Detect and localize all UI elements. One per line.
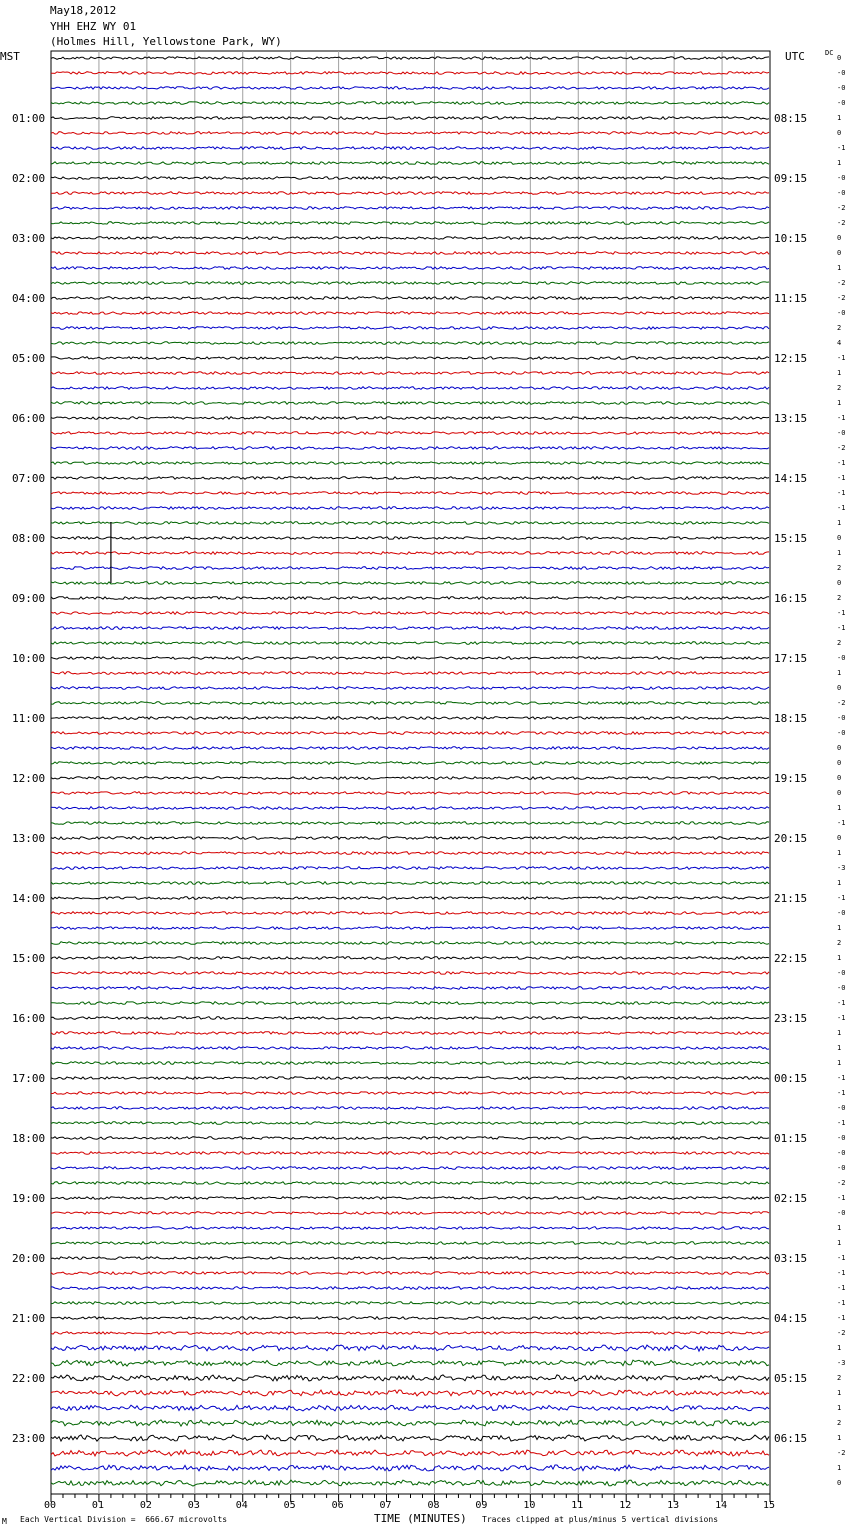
x-tick-label: 09 [475,1500,488,1511]
mst-hour-label: 14:00 [12,892,46,905]
utc-hour-label: 00:15 [774,1072,808,1085]
x-tick-label: 10 [523,1500,536,1511]
utc-hour-label: 09:15 [774,172,808,185]
x-axis-title: TIME (MINUTES) [374,1512,467,1525]
trace-line [51,1272,769,1275]
dc-offset-label: 0 [837,744,842,752]
dc-offset-label: 1 [837,879,842,887]
dc-offset-label: -0 [837,84,846,92]
dc-offset-label: 1 [837,1029,842,1037]
trace-line [51,537,769,540]
trace-line [51,1420,769,1426]
dc-offset-label: 1 [837,924,842,932]
dc-offset-label: -1 [837,144,846,152]
dc-offset-label: -1 [837,1089,846,1097]
trace-line [51,312,769,315]
trace-line [51,1390,769,1396]
dc-offset-label: 1 [837,264,842,272]
mst-hour-label: 11:00 [12,712,46,725]
trace-line [51,642,769,645]
trace-line [51,1242,769,1245]
mst-hour-label: 17:00 [12,1072,46,1085]
dc-offset-label: -1 [837,1314,846,1322]
dc-offset-label: -0 [837,189,846,197]
dc-offset-label: -1 [837,504,846,512]
trace-line [51,1302,769,1305]
dc-offset-label: 1 [837,1389,842,1397]
utc-hour-label: 10:15 [774,232,808,245]
trace-line [51,942,769,945]
station-location: (Holmes Hill, Yellowstone Park, WY) [50,35,282,48]
dc-offset-label: 1 [837,1464,842,1472]
trace-line [51,852,769,855]
dc-offset-label: -1 [837,354,846,362]
dc-offset-label: -0 [837,1209,846,1217]
dc-offset-label: -1 [837,414,846,422]
trace-line [51,132,769,135]
trace-line [51,1167,769,1170]
dc-offset-label: 1 [837,954,842,962]
trace-line [51,1062,769,1065]
trace-line [51,342,769,345]
trace-line [51,222,769,225]
x-tick-label: 15 [763,1500,776,1511]
utc-hour-label: 20:15 [774,832,808,845]
dc-offset-label: 1 [837,1344,842,1352]
dc-offset-label: -1 [837,999,846,1007]
dc-offset-label: 1 [837,1404,842,1412]
x-tick-label: 06 [331,1500,344,1511]
trace-line [51,1107,769,1110]
x-tick-label: 04 [235,1500,248,1511]
dc-offset-label: -1 [837,1299,846,1307]
trace-line [51,927,769,930]
trace-line [51,1197,769,1200]
dc-offset-label: -0 [837,984,846,992]
dc-offset-label: -0 [837,1149,846,1157]
mst-hour-label: 07:00 [12,472,46,485]
dc-offset-label: 0 [837,249,842,257]
trace-line [51,1077,769,1080]
trace-line [51,1450,769,1456]
dc-offset-label: -2 [837,1179,846,1187]
dc-offset-label: -0 [837,1164,846,1172]
dc-offset-label: 0 [837,684,842,692]
mst-hour-label: 10:00 [12,652,46,665]
x-tick-label: 12 [619,1500,632,1511]
dc-offset-label: 2 [837,639,842,647]
trace-line [51,1480,769,1486]
dc-offset-label: -0 [837,714,846,722]
dc-offset-label: -1 [837,609,846,617]
dc-offset-label: -0 [837,909,846,917]
trace-line [51,777,769,780]
dc-offset-label: -1 [837,1269,846,1277]
clip-note: Traces clipped at plus/minus 5 vertical divisions [482,1515,719,1524]
x-tick-label: 05 [283,1500,296,1511]
trace-line [51,702,769,705]
trace-line [51,72,769,75]
trace-line [51,1002,769,1005]
dc-offset-label: -1 [837,1284,846,1292]
trace-line [51,1287,769,1290]
trace-line [51,102,769,105]
trace-line [51,1257,769,1260]
dc-offset-label: -2 [837,699,846,707]
dc-offset-label: 1 [837,1224,842,1232]
dc-offset-label: 1 [837,369,842,377]
mst-label: MST [0,50,20,63]
trace-line [51,792,769,795]
record-date: May18,2012 [50,4,117,17]
trace-line [51,807,769,810]
dc-offset-label: 2 [837,384,842,392]
trace-line [51,762,769,765]
trace-line [51,837,769,840]
dc-offset-label: 1 [837,159,842,167]
trace-line [51,1182,769,1185]
dc-offset-label: 1 [837,1044,842,1052]
trace-line [51,582,769,585]
utc-hour-label: 21:15 [774,892,808,905]
dc-offset-label: 1 [837,669,842,677]
utc-hour-label: 08:15 [774,112,808,125]
mst-hour-label: 20:00 [12,1252,46,1265]
mst-hour-label: 19:00 [12,1192,46,1205]
trace-line [51,477,769,480]
dc-offset-label: 2 [837,594,842,602]
mst-hour-label: 13:00 [12,832,46,845]
mst-hour-label: 09:00 [12,592,46,605]
utc-hour-label: 04:15 [774,1312,808,1325]
dc-offset-label: -2 [837,444,846,452]
trace-line [51,207,769,210]
x-tick-label: 03 [187,1500,200,1511]
trace-line [51,627,769,630]
dc-offset-label: 0 [837,234,842,242]
dc-label: DC [825,49,834,57]
trace-line [51,957,769,960]
trace-line [51,822,769,825]
trace-line [51,1332,769,1335]
mst-hour-label: 23:00 [12,1432,46,1445]
dc-offset-label: -2 [837,294,846,302]
utc-hour-label: 23:15 [774,1012,808,1025]
dc-offset-label: -1 [837,1074,846,1082]
x-tick-label: 08 [427,1500,440,1511]
dc-offset-label: -0 [837,69,846,77]
dc-offset-label: -2 [837,279,846,287]
dc-offset-label: 0 [837,534,842,542]
trace-line [51,597,769,600]
trace-line [51,867,769,870]
dc-offset-label: -2 [837,1329,846,1337]
trace-line [51,177,769,180]
dc-offset-label: -2 [837,204,846,212]
trace-line [51,357,769,360]
dc-offset-label: -1 [837,624,846,632]
dc-offset-label: -1 [837,489,846,497]
dc-offset-label: 0 [837,834,842,842]
trace-line [51,912,769,915]
mst-hour-label: 08:00 [12,532,46,545]
dc-offset-label: 0 [837,54,842,62]
x-tick-label: 07 [379,1500,392,1511]
dc-offset-label: -0 [837,729,846,737]
mst-hour-label: 01:00 [12,112,46,125]
dc-offset-label: 1 [837,849,842,857]
trace-line [51,687,769,690]
dc-offset-label: -1 [837,894,846,902]
dc-offset-label: -2 [837,219,846,227]
utc-hour-label: 11:15 [774,292,808,305]
trace-line [51,447,769,450]
trace-line [51,747,769,750]
dc-offset-label: 1 [837,1059,842,1067]
trace-line [51,1032,769,1035]
dc-offset-label: -1 [837,1194,846,1202]
dc-offset-label: -1 [837,819,846,827]
mst-hour-label: 04:00 [12,292,46,305]
trace-line [51,462,769,465]
trace-line [51,972,769,975]
mst-hour-label: 18:00 [12,1132,46,1145]
trace-line [51,387,769,390]
dc-offset-label: 0 [837,129,842,137]
trace-line [51,732,769,735]
trace-line [51,672,769,675]
trace-line [51,147,769,150]
utc-hour-label: 17:15 [774,652,808,665]
trace-line [51,1435,769,1441]
trace-line [51,612,769,615]
trace-line [51,1212,769,1215]
utc-hour-label: 01:15 [774,1132,808,1145]
mst-hour-label: 05:00 [12,352,46,365]
utc-hour-label: 06:15 [774,1432,808,1445]
trace-line [51,507,769,510]
trace-line [51,567,769,570]
dc-offset-label: -1 [837,459,846,467]
trace-line [51,897,769,900]
trace-line [51,402,769,405]
utc-hour-label: 12:15 [774,352,808,365]
trace-line [51,882,769,885]
trace-line [51,237,769,240]
trace-line [51,717,769,720]
utc-hour-label: 22:15 [774,952,808,965]
trace-line [51,1345,769,1351]
dc-offset-label: -0 [837,969,846,977]
dc-offset-label: -0 [837,1104,846,1112]
dc-offset-label: -3 [837,864,846,872]
trace-line [51,492,769,495]
x-tick-label: 13 [667,1500,680,1511]
trace-line [51,1137,769,1140]
dc-offset-label: 1 [837,549,842,557]
trace-line [51,552,769,555]
trace-line [51,282,769,285]
trace-line [51,1317,769,1320]
trace-line [51,192,769,195]
dc-offset-label: -0 [837,99,846,107]
dc-offset-label: 0 [837,1479,842,1487]
utc-hour-label: 18:15 [774,712,808,725]
mst-hour-label: 02:00 [12,172,46,185]
dc-offset-label: -0 [837,1134,846,1142]
dc-offset-label: 2 [837,1374,842,1382]
footer-mark: M [2,1517,7,1526]
x-tick-label: 11 [571,1500,584,1511]
mst-hour-label: 21:00 [12,1312,46,1325]
trace-line [51,327,769,330]
dc-offset-label: 2 [837,1419,842,1427]
dc-offset-label: 4 [837,339,842,347]
dc-offset-label: 0 [837,579,842,587]
dc-offset-label: -0 [837,174,846,182]
utc-hour-label: 15:15 [774,532,808,545]
trace-line [51,267,769,270]
trace-line [51,1017,769,1020]
x-tick-label: 01 [91,1500,104,1511]
trace-line [51,1152,769,1155]
trace-line [51,1405,769,1411]
trace-line [51,1360,769,1366]
dc-offset-label: -3 [837,1359,846,1367]
dc-offset-label: 2 [837,324,842,332]
vertical-division-note: Each Vertical Division = 666.67 microvolts [20,1515,228,1524]
utc-hour-label: 16:15 [774,592,808,605]
trace-line [51,522,769,525]
trace-line [51,1465,769,1471]
trace-line [51,117,769,120]
mst-hour-label: 16:00 [12,1012,46,1025]
dc-offset-label: 0 [837,774,842,782]
x-tick-label: 00 [44,1500,57,1511]
dc-offset-label: -2 [837,1449,846,1457]
trace-line [51,657,769,660]
trace-line [51,417,769,420]
dc-offset-label: 1 [837,399,842,407]
x-tick-label: 02 [139,1500,152,1511]
trace-line [51,57,769,60]
dc-offset-label: 0 [837,789,842,797]
utc-hour-label: 03:15 [774,1252,808,1265]
trace-line [51,162,769,165]
dc-offset-label: 1 [837,804,842,812]
utc-label: UTC [785,50,805,63]
dc-offset-label: 2 [837,564,842,572]
dc-offset-label: -1 [837,1119,846,1127]
station-code: YHH EHZ WY 01 [50,20,137,33]
mst-hour-label: 22:00 [12,1372,46,1385]
dc-offset-label: -1 [837,474,846,482]
mst-hour-label: 06:00 [12,412,46,425]
dc-offset-label: 1 [837,1434,842,1442]
x-tick-label: 14 [715,1500,728,1511]
trace-line [51,432,769,435]
dc-offset-label: 1 [837,519,842,527]
trace-line [51,297,769,300]
dc-offset-label: -0 [837,654,846,662]
dc-offset-label: -0 [837,309,846,317]
trace-line [51,1375,769,1381]
utc-hour-label: 14:15 [774,472,808,485]
utc-hour-label: 05:15 [774,1372,808,1385]
trace-line [51,252,769,255]
dc-offset-label: 2 [837,939,842,947]
utc-hour-label: 19:15 [774,772,808,785]
trace-line [51,987,769,990]
mst-hour-label: 03:00 [12,232,46,245]
dc-offset-label: 1 [837,1239,842,1247]
trace-line [51,1047,769,1050]
dc-offset-label: -0 [837,429,846,437]
dc-offset-label: -1 [837,1254,846,1262]
dc-offset-label: 1 [837,114,842,122]
trace-line [51,87,769,90]
trace-line [51,1227,769,1230]
dc-offset-label: 0 [837,759,842,767]
dc-offset-label: -1 [837,1014,846,1022]
trace-line [51,1122,769,1125]
mst-hour-label: 15:00 [12,952,46,965]
trace-line [51,1092,769,1095]
utc-hour-label: 13:15 [774,412,808,425]
trace-line [51,372,769,375]
utc-hour-label: 02:15 [774,1192,808,1205]
mst-hour-label: 12:00 [12,772,46,785]
